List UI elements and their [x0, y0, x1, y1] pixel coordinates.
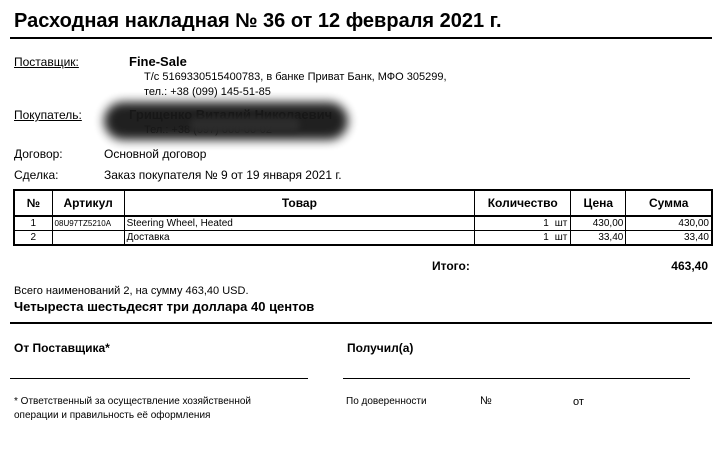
- col-qty-header: Количество: [475, 190, 571, 216]
- row-price: 33,40: [571, 231, 626, 246]
- row-price: 430,00: [571, 216, 626, 231]
- title-divider: [10, 37, 712, 39]
- row-sum: 430,00: [626, 216, 712, 231]
- supplier-name: Fine-Sale: [129, 54, 187, 69]
- row-qty: 1: [475, 216, 553, 231]
- total-label: Итого:: [432, 259, 470, 273]
- power-of-attorney-date-label: от: [573, 396, 584, 408]
- document-title: Расходная накладная № 36 от 12 февраля 2021 г.: [14, 10, 502, 32]
- receiver-signature-line: [343, 378, 690, 379]
- row-sum: 33,40: [626, 231, 712, 246]
- responsible-note-line1: * Ответственный за осуществление хозяйственной: [14, 396, 251, 407]
- col-num-header: №: [14, 190, 52, 216]
- amount-in-words: Четыреста шестьдесят три доллара 40 центов: [14, 299, 315, 314]
- row-article: [52, 231, 124, 246]
- contract-label: Договор:: [14, 147, 63, 161]
- supplier-phone: тел.: +38 (099) 145-51-85: [144, 86, 271, 98]
- row-num: 2: [14, 231, 52, 246]
- deal-value: Заказ покупателя № 9 от 19 января 2021 г.: [104, 168, 342, 182]
- table-row: [14, 231, 712, 246]
- supplier-label: Поставщик:: [14, 55, 79, 69]
- power-of-attorney-no-label: №: [480, 395, 492, 407]
- power-of-attorney-label: По доверенности: [346, 396, 427, 407]
- table-row: [14, 216, 712, 231]
- row-qty: 1: [475, 231, 553, 246]
- row-unit: шт: [553, 231, 571, 246]
- items-table: [13, 189, 713, 246]
- from-supplier-label: От Поставщика*: [14, 341, 110, 355]
- col-price-header: Цена: [571, 190, 626, 216]
- col-article-header: Артикул: [52, 190, 124, 216]
- col-product-header: Товар: [124, 190, 475, 216]
- received-label: Получил(а): [347, 341, 414, 355]
- supplier-bank-details: Т/с 5169330515400783, в банке Приват Банк, МФО 305299,: [144, 71, 447, 83]
- row-article: 08U97TZ5210A: [52, 216, 124, 231]
- row-product: Steering Wheel, Heated: [124, 216, 475, 231]
- supplier-signature-line: [10, 378, 308, 379]
- contract-value: Основной договор: [104, 147, 207, 161]
- row-product: Доставка: [124, 231, 475, 246]
- summary-line: Всего наименований 2, на сумму 463,40 USD.: [14, 285, 249, 297]
- deal-label: Сделка:: [14, 168, 59, 182]
- row-num: 1: [14, 216, 52, 231]
- summary-divider: [10, 322, 712, 324]
- total-value: 463,40: [671, 259, 708, 273]
- redaction-blur-inner: [190, 118, 300, 132]
- responsible-note-line2: операции и правильность её оформления: [14, 410, 211, 421]
- row-unit: шт: [553, 216, 571, 231]
- col-sum-header: Сумма: [626, 190, 712, 216]
- table-header-row: [14, 190, 712, 216]
- buyer-label: Покупатель:: [14, 108, 82, 122]
